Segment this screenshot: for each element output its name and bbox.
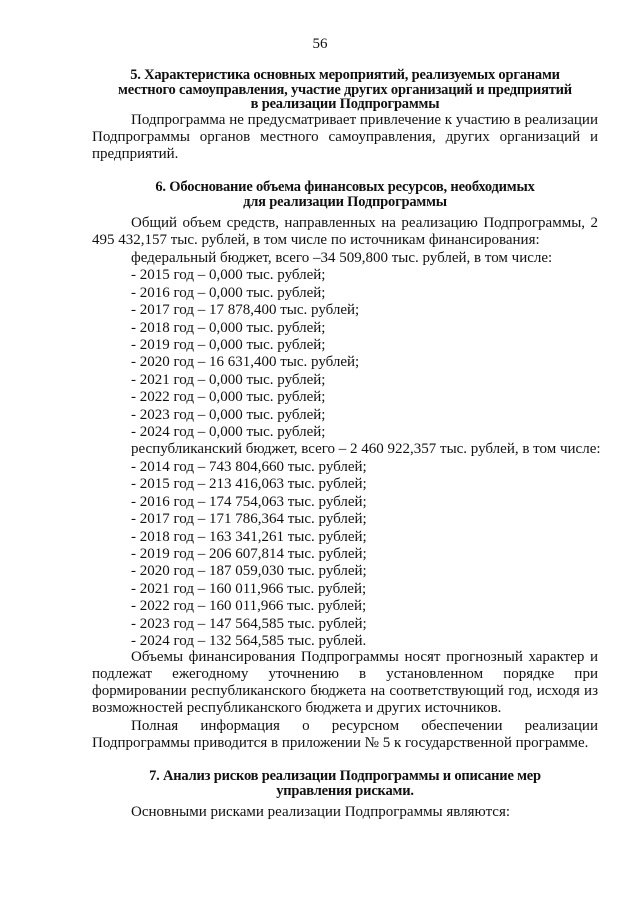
federal-item: - 2017 год – 17 878,400 тыс. рублей; <box>131 302 360 319</box>
federal-item: - 2023 год – 0,000 тыс. рублей; <box>131 406 326 423</box>
federal-item: - 2016 год – 0,000 тыс. рублей; <box>131 284 326 301</box>
info-paragraph: Полная информация о ресурсном обеспечении реализации Подпрограммы приводится в приложении № 5 к государственной программе. <box>92 718 598 751</box>
federal-budget-header: федеральный бюджет, всего –34 509,800 тыс. рублей, в том числе: <box>131 250 553 266</box>
republic-item: - 2023 год – 147 564,585 тыс. рублей; <box>131 615 367 632</box>
section7-heading-line: 7. Анализ рисков реализации Подпрограммы и описание мер <box>149 768 541 784</box>
federal-item: - 2021 год – 0,000 тыс. рублей; <box>131 371 326 388</box>
section7-intro: Основными рисками реализации Подпрограммы являются: <box>131 804 511 820</box>
federal-item: - 2018 год – 0,000 тыс. рублей; <box>131 319 326 336</box>
federal-item: - 2020 год – 16 631,400 тыс. рублей; <box>131 354 360 371</box>
republic-item: - 2014 год – 743 804,660 тыс. рублей; <box>131 458 367 475</box>
section6-heading <box>92 180 598 209</box>
section5-heading <box>92 68 598 112</box>
page-number: 56 <box>312 36 328 52</box>
section6-heading-line: для реализации Подпрограммы <box>243 193 447 210</box>
federal-item: - 2024 год – 0,000 тыс. рублей; <box>131 424 326 441</box>
financing-list <box>131 250 601 650</box>
federal-item: - 2019 год – 0,000 тыс. рублей; <box>131 337 326 354</box>
republic-item: - 2015 год – 213 416,063 тыс. рублей; <box>131 476 367 493</box>
section5-heading-line: местного самоуправления, участие других организаций и предприятий <box>118 81 572 98</box>
republic-item: - 2022 год – 160 011,966 тыс. рублей; <box>131 598 367 615</box>
republic-item: - 2016 год – 174 754,063 тыс. рублей; <box>131 493 367 510</box>
section6-intro: Общий объем средств, направленных на реализацию Подпрограммы, 2 495 432,157 тыс. рублей, в том числе по источникам финансирования: <box>92 215 598 248</box>
republic-item: - 2018 год – 163 341,261 тыс. рублей; <box>131 528 367 545</box>
republic-budget-header: республиканский бюджет, всего – 2 460 922,357 тыс. рублей, в том числе: <box>131 441 601 458</box>
section7-heading-line: управления рисками. <box>276 782 414 799</box>
republic-item: - 2020 год – 187 059,030 тыс. рублей; <box>131 563 367 580</box>
federal-item: - 2022 год – 0,000 тыс. рублей; <box>131 389 326 406</box>
section5-paragraph: Подпрограмма не предусматривает привлечение к участию в реализации Подпрограммы органов местного самоуправления, других организаций и предприятий. <box>92 112 598 162</box>
volumes-paragraph: Объемы финансирования Подпрограммы носят прогнозный характер и подлежат ежегодному уточнению в установленном порядке при формировании республиканского бюджета на соответствующий год, исходя из возможностей республиканского бюджета и других источников. <box>92 649 598 716</box>
section5-heading-line: 5. Характеристика основных мероприятий, реализуемых органами <box>130 67 560 83</box>
republic-item: - 2024 год – 132 564,585 тыс. рублей. <box>131 632 367 649</box>
section5-heading-line: в реализации Подпрограммы <box>250 96 440 112</box>
section6-heading-line: 6. Обоснование объема финансовых ресурсов, необходимых <box>155 179 535 195</box>
republic-item: - 2019 год – 206 607,814 тыс. рублей; <box>131 545 367 562</box>
republic-item: - 2017 год – 171 786,364 тыс. рублей; <box>131 511 367 528</box>
section7-heading <box>92 769 598 798</box>
republic-item: - 2021 год – 160 011,966 тыс. рублей; <box>131 580 367 597</box>
federal-item: - 2015 год – 0,000 тыс. рублей; <box>131 267 326 284</box>
